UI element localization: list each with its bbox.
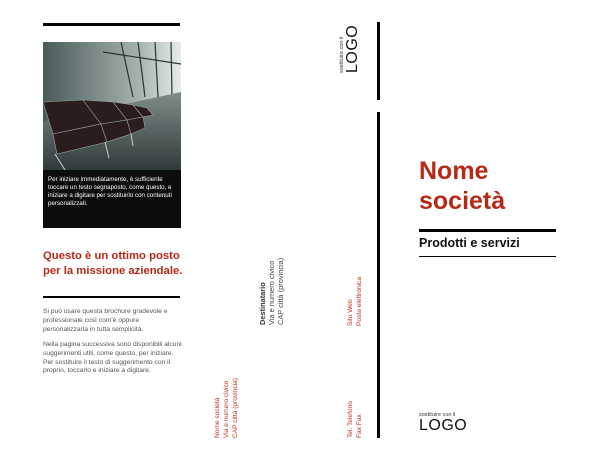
return-address-city: CAP città (provincia) [232,378,239,438]
company-name [419,156,505,216]
intro-paragraph: Si può usare questa brochure gradevole e professionale così com'è oppure personalizzarla in tutta semplicità. [43,308,168,333]
return-address-street: Via e numero civico [223,380,230,438]
photo-caption: Per iniziare immediatamente, è sufficiente toccare un testo segnaposto, come questo, e iniziare a digitare per sostituirlo con contenuti personalizzati. [48,176,172,207]
return-address [213,378,240,438]
logo-bottom-hint: sostituire con il [419,412,456,418]
mission-heading: Questo è un ottimo posto per la missione aziendale. [43,250,183,277]
recipient-street: Via e numero civico [267,260,276,325]
contact-web: Sito Web [347,299,354,326]
tagline-divider [419,256,556,257]
top-vertical-rule [377,22,380,100]
logo-top-text: LOGO [344,24,361,73]
contact-phone: Tel. Telefono [347,401,354,438]
contact-email: Posta elettronica [356,276,363,326]
recipient-label: Destinatario [258,282,267,325]
logo-top-hint: sostituire con il [339,36,345,73]
company-name-line-1: Nome [419,157,489,185]
logo-bottom-text: LOGO [419,417,468,434]
top-left-rule [43,23,180,26]
contact-fax: Fax Fax [356,414,363,438]
recipient-city: CAP città (provincia) [276,257,285,325]
return-address-name: Nome società [214,397,221,438]
bottom-vertical-rule [377,112,380,438]
products-services-tagline: Prodotti e servizi [419,236,520,250]
mission-divider [43,296,180,298]
tips-paragraph: Nella pagina successiva sono disponibili alcuni suggerimenti utili, come questo, per iniziare. Per sostituire il testo di suggerimento con il proprio, toccarlo e iniziare a digitare. [43,341,182,375]
contact-phone-fax [346,401,364,438]
company-name-line-2: società [419,187,506,215]
logo-placeholder-top [339,25,361,73]
company-divider [419,229,556,232]
recipient-address [258,258,285,325]
contact-web-email [346,277,364,326]
logo-placeholder-bottom [419,412,467,434]
